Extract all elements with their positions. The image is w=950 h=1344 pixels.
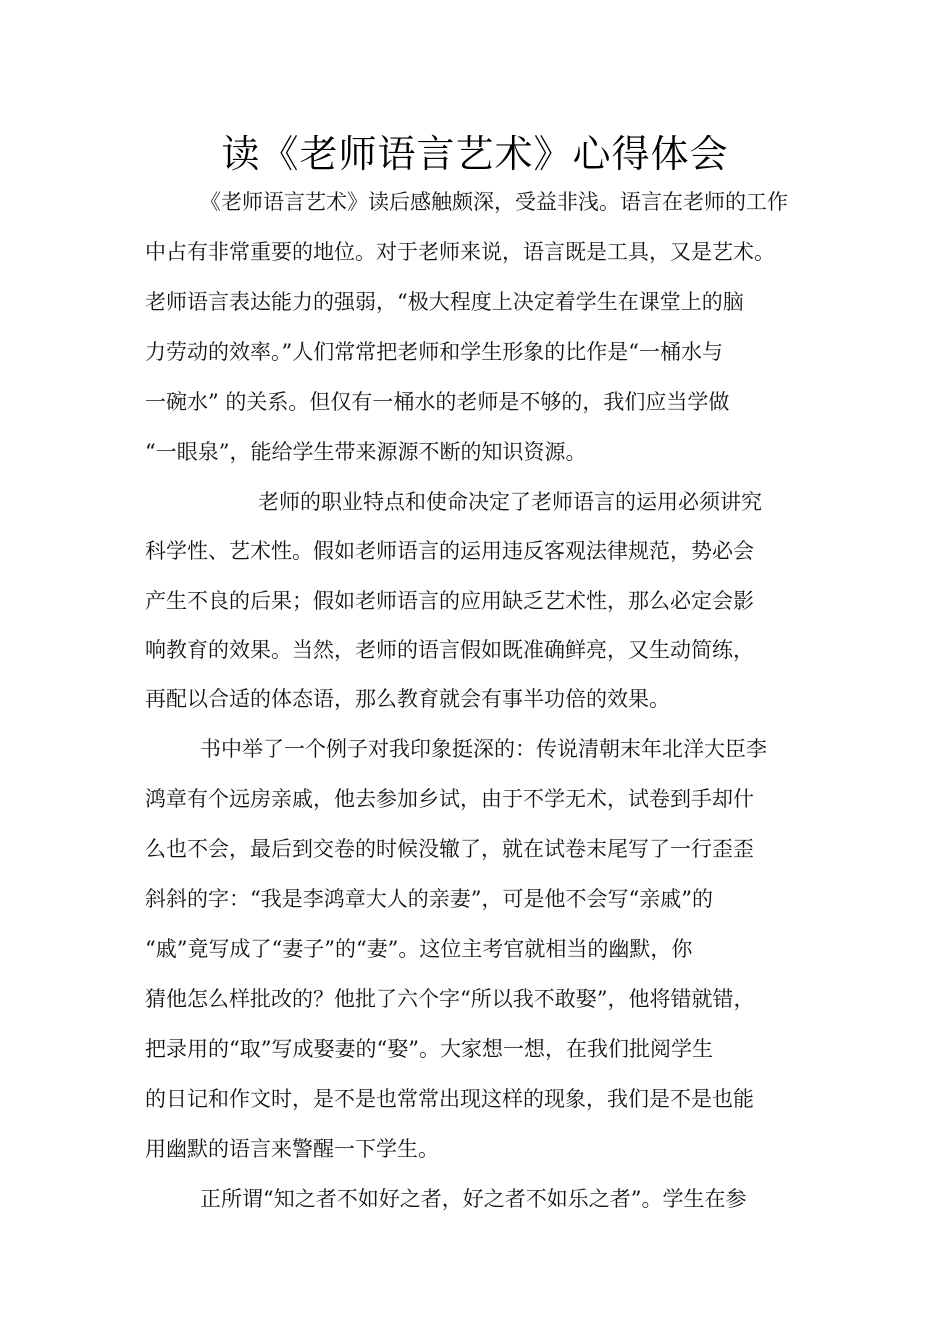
body-text-line: 正所谓“知之者不如好之者，好之者不如乐之者”。学生在参 [200,1187,747,1211]
body-text-line: 老师语言表达能力的强弱，“极大程度上决定着学生在课堂上的脑 [145,290,744,314]
body-text-line: 《老师语言艺术》读后感触颇深，受益非浅。语言在老师的工作 [200,190,788,214]
body-text-line: 书中举了一个例子对我印象挺深的：传说清朝末年北洋大臣李 [200,737,767,761]
body-text-line: 把录用的“取”写成娶妻的“娶”。大家想一想，在我们批阅学生 [145,1037,713,1061]
body-text-line: 的日记和作文时，是不是也常常出现这样的现象，我们是不是也能 [145,1087,754,1111]
body-text-line: 力劳动的效率。”人们常常把老师和学生形象的比作是“一桶水与 [145,340,723,364]
body-text-line: 老师的职业特点和使命决定了老师语言的运用必须讲究 [258,490,762,514]
body-text-line: 科学性、艺术性。假如老师语言的运用违反客观法律规范，势必会 [145,539,754,563]
body-text-line: 用幽默的语言来警醒一下学生。 [145,1137,439,1161]
body-text-line: 产生不良的后果；假如老师语言的应用缺乏艺术性，那么必定会影 [145,589,754,613]
body-text-line: “一眼泉”，能给学生带来源源不断的知识资源。 [145,440,587,464]
body-text-line: 一碗水” 的关系。但仅有一桶水的老师是不够的，我们应当学做 [145,390,730,414]
body-text-line: 么也不会，最后到交卷的时候没辙了，就在试卷末尾写了一行歪歪 [145,837,754,861]
body-text-line: 中占有非常重要的地位。对于老师来说，语言既是工具，又是艺术。 [145,240,775,264]
body-text-line: “戚”竟写成了“妻子”的“妻”。这位主考官就相当的幽默，你 [145,937,693,961]
body-text-line: 猜他怎么样批改的？他批了六个字“所以我不敢娶”，他将错就错， [145,987,755,1011]
body-text-line: 再配以合适的体态语，那么教育就会有事半功倍的效果。 [145,687,670,711]
body-text-line: 斜斜的字：“我是李鸿章大人的亲妻”，可是他不会写“亲戚”的 [145,887,713,911]
document-title: 读《老师语言艺术》心得体会 [221,132,729,176]
body-text-line: 响教育的效果。当然，老师的语言假如既准确鲜亮，又生动简练， [145,638,754,662]
body-text-line: 鸿章有个远房亲戚，他去参加乡试，由于不学无术，试卷到手却什 [145,787,754,811]
